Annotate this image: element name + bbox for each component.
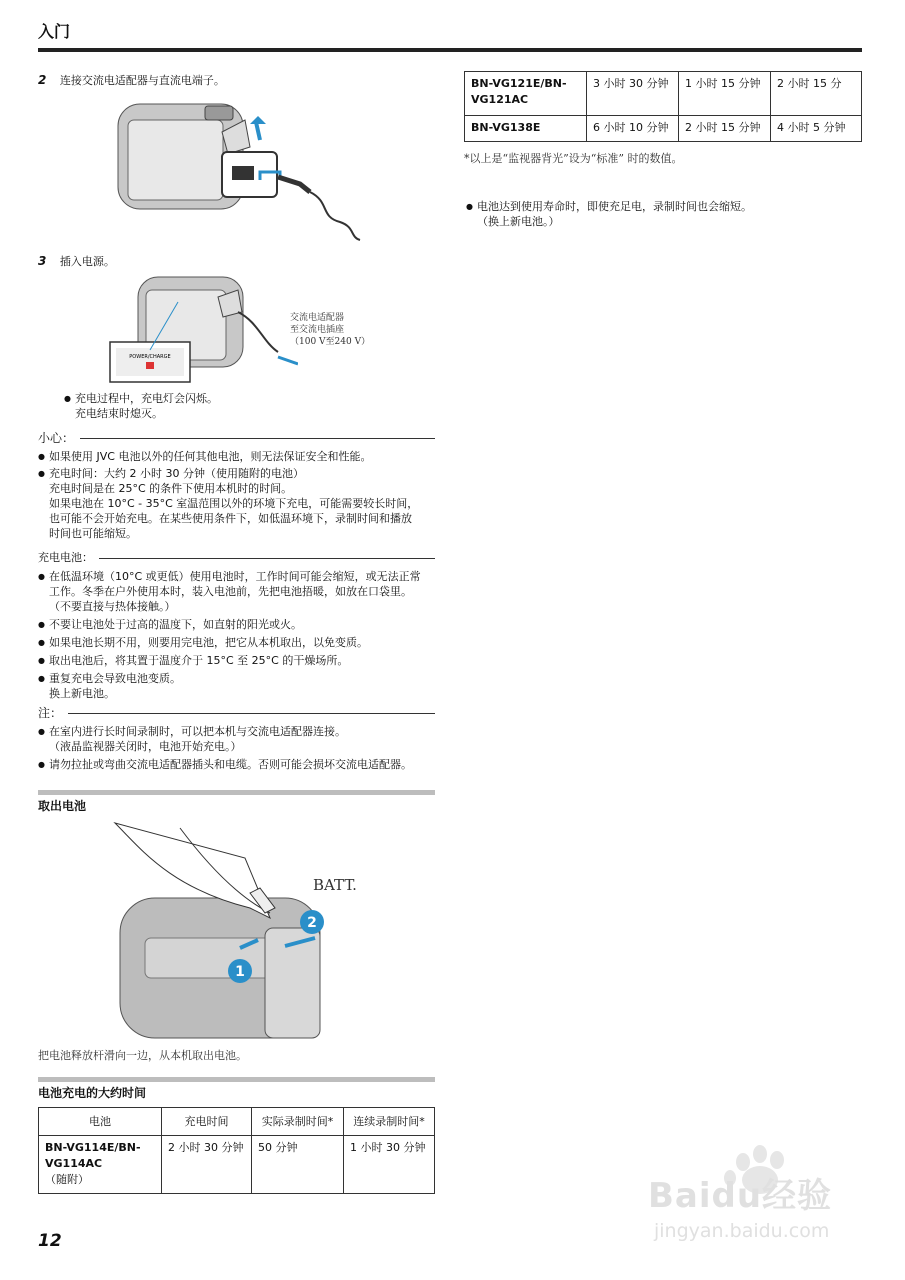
charge-time-table [38, 1107, 435, 1194]
continuous-rec-cell: 1 小时 30 分钟 [344, 1136, 435, 1194]
bullet-line: ● 充电过程中，充电灯会闪烁。 [75, 392, 218, 405]
battery-model: BN-VG121E/BN- [471, 77, 567, 90]
caution-title: 小心： [38, 431, 75, 445]
table-header: 连续录制时间* [344, 1108, 435, 1136]
caution-heading [38, 430, 435, 446]
header-rule [38, 48, 862, 52]
actual-rec-cell: 50 分钟 [252, 1136, 344, 1194]
batt-label: BATT. [313, 876, 357, 894]
battery-cell [465, 116, 587, 142]
continuous-rec-cell: 4 小时 5 分钟 [771, 116, 862, 142]
camera-dc-connect-illustration [110, 92, 370, 247]
battery-model: BN-VG114E/BN- [45, 1141, 141, 1154]
plug-callout [290, 312, 370, 348]
rechargeable-line: ● 不要让电池处于过高的温度下，如直射的阳光或火。 [49, 618, 302, 631]
watermark-url: jingyan.baidu.com [654, 1220, 830, 1242]
rechargeable-item [38, 653, 435, 668]
remove-battery-title: 取出电池 [38, 799, 87, 813]
rechargeable-item [38, 569, 435, 614]
table-row [39, 1136, 435, 1194]
note-item [38, 757, 435, 772]
caution-line: 如果电池在 10°C - 35°C 室温范围以外的环境下充电，可能需要较长时间， [49, 497, 419, 510]
page-number: 12 [38, 1231, 62, 1251]
rechargeable-item [38, 635, 435, 650]
caution-item [38, 466, 435, 541]
step-text: 连接交流电适配器与直流电端子。 [59, 74, 225, 87]
caution-item [38, 449, 435, 464]
table-footnote: *以上是“监视器背光”设为“标准” 时的数值。 [464, 152, 683, 165]
step-2 [38, 72, 225, 89]
battery-model: BN-VG138E [471, 121, 541, 134]
battery-cell [39, 1136, 162, 1194]
power-charge-label: POWER/CHARGE [129, 354, 171, 360]
note-line: ● 在室内进行长时间录制时，可以把本机与交流电适配器连接。 [49, 725, 346, 738]
bullet-line: （换上新电池。） [477, 215, 560, 228]
step-3 [38, 253, 115, 270]
baidu-watermark [648, 1140, 858, 1250]
page-header-title: 入门 [38, 22, 71, 41]
battery-cell [465, 72, 587, 116]
watermark-brand: Baidu经验 [648, 1176, 833, 1216]
rechargeable-line: （不要直接与热体接触。） [49, 600, 176, 613]
remove-battery-illustration [100, 818, 370, 1043]
callout-line: 至交流电插座 [290, 325, 345, 335]
continuous-rec-cell: 2 小时 15 分 [771, 72, 862, 116]
note-item [38, 724, 435, 754]
note-line: （液晶监视器关闭时，电池开始充电。） [49, 740, 242, 753]
table-row [465, 72, 862, 116]
caution-line: ● 如果使用 JVC 电池以外的任何其他电池，则无法保证安全和性能。 [49, 450, 372, 463]
rechargeable-line: ● 取出电池后，将其置于温度介于 15°C 至 25°C 的干燥场所。 [49, 654, 349, 667]
actual-rec-cell: 2 小时 15 分钟 [679, 116, 771, 142]
marker-label: 2 [307, 915, 317, 931]
table-header: 充电时间 [162, 1108, 252, 1136]
remove-battery-caption: 把电池释放杆滑向一边，从本机取出电池。 [38, 1049, 247, 1062]
charge-time-table-continued [464, 71, 862, 142]
caution-line: 也可能不会开始充电。在某些使用条件下，如低温环境下，录制时间和播放 [49, 512, 412, 525]
rechargeable-section [38, 550, 435, 701]
camera-plug-in-illustration [108, 272, 298, 387]
rechargeable-title: 充电电池： [38, 551, 93, 564]
step-text: 插入电源。 [59, 255, 115, 268]
caution-line: ● 充电时间：大约 2 小时 30 分钟（使用随附的电池） [49, 467, 304, 480]
rechargeable-item [38, 617, 435, 632]
section-divider [38, 1077, 435, 1082]
note-section [38, 705, 435, 772]
battery-life-bullet [466, 199, 905, 229]
bullet-line: 充电结束时熄灭。 [75, 407, 163, 420]
rechargeable-line: ● 如果电池长期不用，则要用完电池，把它从本机取出，以免变质。 [49, 636, 368, 649]
callout-line: （100 V至240 V） [290, 337, 371, 347]
rechargeable-item [38, 671, 435, 701]
rechargeable-heading [38, 550, 435, 566]
table-header: 实际录制时间* [252, 1108, 344, 1136]
table-row [465, 116, 862, 142]
charge-table-title: 电池充电的大约时间 [38, 1086, 147, 1100]
bullet-line: ● 电池达到使用寿命时，即使充足电，录制时间也会缩短。 [477, 200, 752, 213]
battery-model: VG121AC [471, 93, 529, 106]
charge-time-cell: 2 小时 30 分钟 [162, 1136, 252, 1194]
note-title: 注： [38, 706, 63, 720]
actual-rec-cell: 1 小时 15 分钟 [679, 72, 771, 116]
note-heading [38, 705, 435, 721]
battery-note: （随附） [45, 1173, 89, 1186]
charge-time-cell: 3 小时 30 分钟 [587, 72, 679, 116]
charging-light-bullet [64, 391, 905, 421]
charge-time-cell: 6 小时 10 分钟 [587, 116, 679, 142]
caution-section [38, 430, 435, 541]
note-line: ● 请勿拉扯或弯曲交流电适配器插头和电缆。否则可能会损坏交流电适配器。 [49, 758, 412, 771]
caution-line: 充电时间是在 25°C 的条件下使用本机时的时间。 [49, 482, 293, 495]
caution-line: 时间也可能缩短。 [49, 527, 137, 540]
rechargeable-line: 工作。冬季在户外使用本时，装入电池前，先把电池捂暖，如放在口袋里。 [49, 585, 412, 598]
table-header-row [39, 1108, 435, 1136]
step-number: 3 [38, 254, 47, 268]
rechargeable-line: 换上新电池。 [49, 687, 115, 700]
rechargeable-line: ● 在低温环境（10°C 或更低）使用电池时，工作时间可能会缩短，或无法正常 [49, 570, 421, 583]
callout-line: 交流电适配器 [290, 313, 345, 323]
step-number: 2 [38, 73, 47, 87]
marker-label: 1 [235, 964, 245, 980]
rechargeable-line: ● 重复充电会导致电池变质。 [49, 672, 181, 685]
battery-model: VG114AC [45, 1157, 103, 1170]
section-divider [38, 790, 435, 795]
table-header: 电池 [39, 1108, 162, 1136]
